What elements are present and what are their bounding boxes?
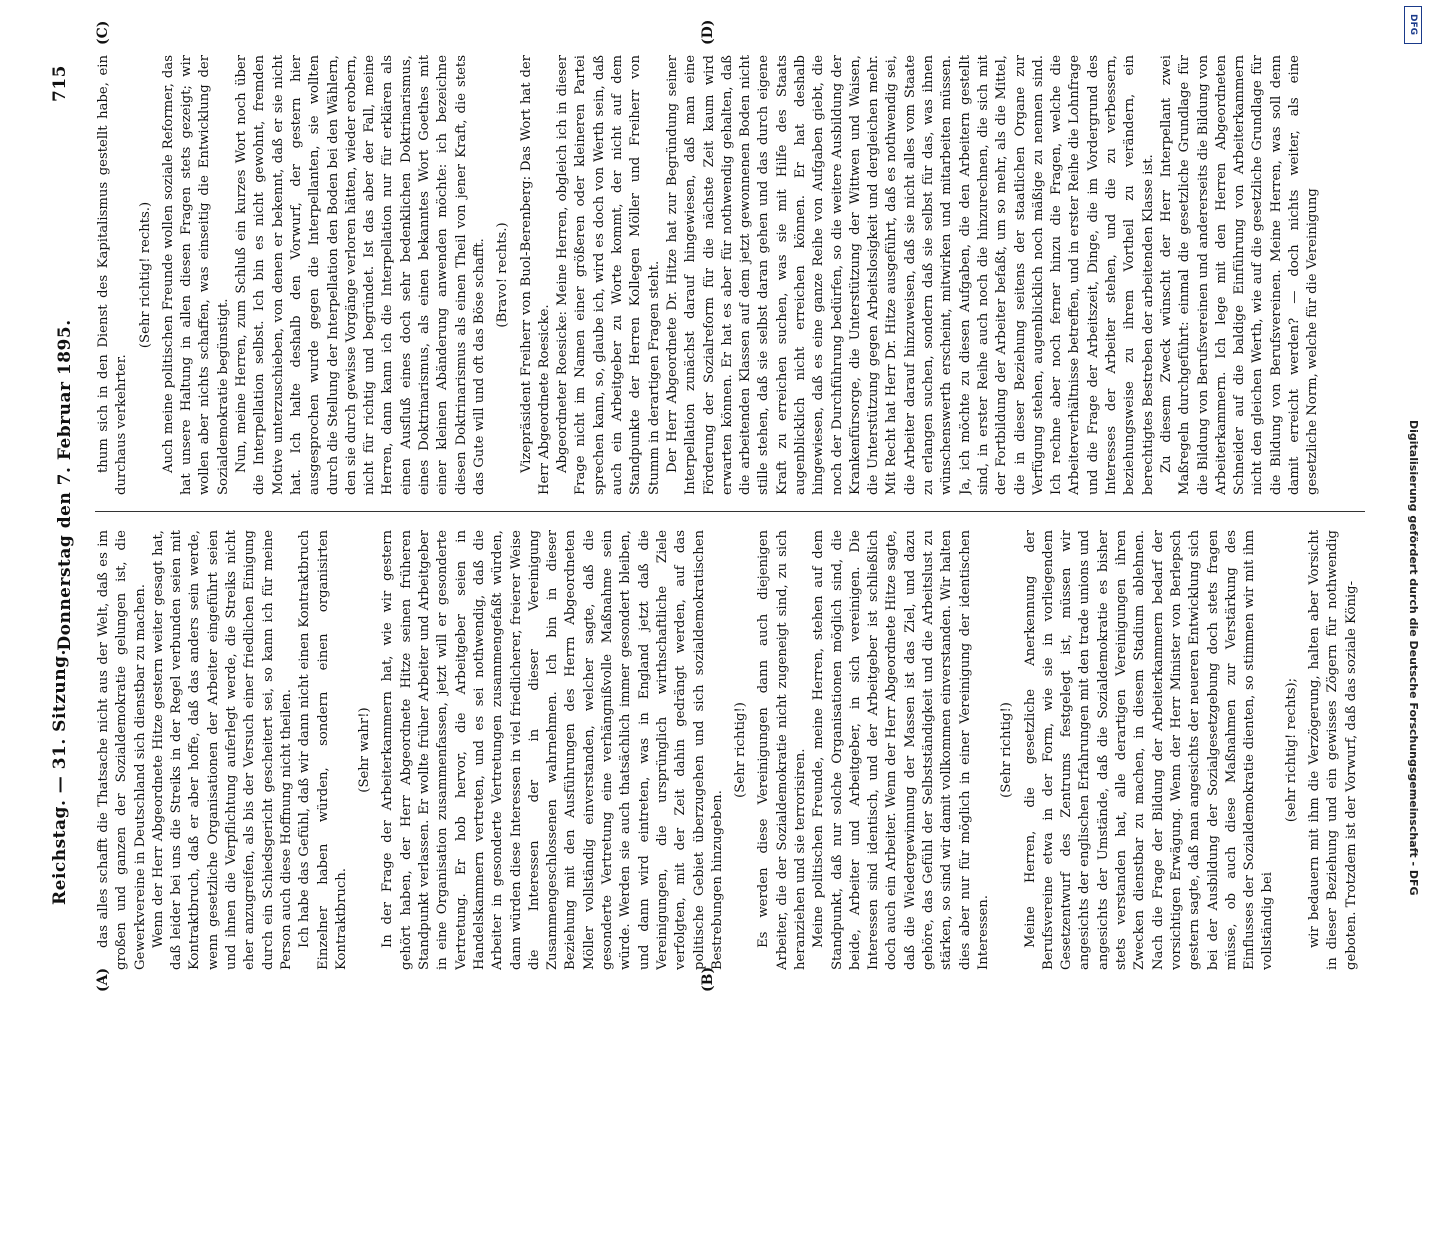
right-column-paragraph: Abgeordneter Roesicke: Meine Herren, obgleich ich in dieser Frage nicht im Namen einer größeren oder kleineren Partei sprechen kann, so, glaube ich, wird es doch von Werth sein, daß auch ein Arbeitgeber zu Worte kommt, der nicht auf dem Standpunkte der Herren Kollegen Möller und Freiherr von Stumm in derartigen Fragen steht. xyxy=(555,55,662,495)
margin-mark-a: (A) xyxy=(95,967,111,992)
right-column-paragraph: Auch meine politischen Freunde wollen soziale Reformer, das hat unsere Haltung in allen diesen Fragen stets gezeigt; wir wollen aber nichts schaffen, was einseitig die Entwicklung der Sozialdemokratie begünstigt. xyxy=(160,55,231,495)
margin-mark-c: (C) xyxy=(95,20,111,45)
right-column-remark: (Bravo! rechts.) xyxy=(495,222,511,328)
right-column-paragraph: thum sich in den Dienst des Kapitalismus gestellt habe, ein durchaus verkehrter. xyxy=(96,55,130,495)
left-column-paragraph: Meine Herren, die gesetzliche Anerkennung der Berufsvereine etwa in der Form, wie sie in vorliegendem Gesetzentwurf des Zentrums festgelegt ist, müssen wir angesichts der englischen Erfahrungen mit den trade unions und angesichts der Umstände, daß die Sozialdemokratie es bisher stets verstanden hat, alle derartigen Vereinigungen ihren Zwecken dienstbar zu machen, in diesem Stadium ablehnen. Nach die Frage der Bildung der Arbeiterkammern bedarf der vorsichtigen Erwägung. Wenn der Herr Minister von Berlepsch gestern sagte, daß man angesichts der neueren Entwicklung sich bei der Ausbildung der Sozialgesetzgebung doch stets fragen müsse, ob auch diese Maßnahmen zur Verstärkung des Einflusses der Sozialdemokratie dienten, so stimmen wir mit ihm vollständig bei xyxy=(1022,530,1276,970)
margin-mark-b: (B) xyxy=(700,966,716,992)
header-session: Reichstag. — 31. Sitzung. xyxy=(50,649,70,905)
right-column xyxy=(95,55,1370,495)
right-column-paragraph: Nun, meine Herren, zum Schluß ein kurzes Wort noch über die Interpellation selbst. Ich bin es nicht gewohnt, fremden Motive unterzuschieben, von denen er bekennt, daß er sie nicht hat. Ich halte deshalb den Vorwurf, der gestern hier ausgesprochen wurde gegen die Interpellanten, sie wollten durch die Stellung der Interpellation den Boden bei den Wählern, den sie durch gewisse Vorgänge verloren hätten, wieder erobern, nicht für richtig und begründet. Ist das aber der Fall, meine Herren, dann kann ich die Interpellation nur für erklären als einen Ausfluß eines doch sehr bedenklichen Doktrinarismus, eines Doktrinarismus, als einen bekanntes Wort Goethes mit einer kleinen Abänderung anwenden möchte: ich bezeichne diesen Doktrinarismus als einen Theil von jener Kraft, die stets das Gute will und oft das Böse schafft. xyxy=(234,55,487,495)
page-header xyxy=(50,65,76,905)
left-column-paragraph: In der Frage der Arbeiterkammern hat, wie wir gestern gehört haben, der Herr Abgeordnete Hitze seinen früheren Standpunkt verlassen. Er wollte früher Arbeiter und Arbeitgeber in eine Organisation zusammenfassen, jetzt will er gesonderte Vertretung. Er hob hervor, die Arbeitgeber seien in Handelskammern vertreten, und es sei nothwendig, daß die Arbeiter in gesonderte Vertretungen zusammengefaßt würden, dann würden diese Interessen in viel friedlicherer, freierer Weise die Interessen der in dieser Vereinigung Zusammengeschlossenen wahrnehmen. Ich bin in dieser Beziehung mit den Ausführungen des Herrn Abgeordneten Möller vollständig einverstanden, welcher sagte, daß die gesonderte Vertretung eine verhängnißvolle Maßnahme sein würde. Werden sie auch thatsächlich immer gesondert bleiben, und dann wird eintreten, was in England jetzt daß die Vereinigungen, die ursprünglich wirthschaftliche Ziele verfolgten, mit der Zeit dahin gedrängt werden, auf das politische Gebiet überzugehen und sich sozialdemokratischen Bestrebungen hinzugeben. xyxy=(380,530,725,970)
left-column-paragraph: Wenn der Herr Abgeordnete Hitze gestern weiter gesagt hat, daß leider bei uns die Streiks in der Regel verbunden seien mit Kontraktbruch, daß er aber hoffe, daß das anders sein werde, wenn gesetzliche Organisationen der Arbeiter eingeführt seien und ihnen die Verpflichtung auferlegt werde, die Streiks nicht eher anzugreifen, als bis der Versuch einer friedlichen Einigung durch ein Schiedsgericht gescheitert sei, so kann ich für meine Person auch diese Hoffnung nicht theilen. xyxy=(150,530,294,970)
dfg-logo-text: DFG xyxy=(1408,14,1418,36)
left-column-paragraph: Es werden diese Vereinigungen dann auch diejenigen Arbeiter, die der Sozialdemokratie nicht zugeneigt sind, zu sich heranziehen und sie terrorisiren. xyxy=(756,530,808,970)
left-column xyxy=(95,530,1370,970)
left-column-paragraph: Ich habe das Gefühl, daß wir dann nicht einen Kontraktbruch Einzelner haben würden, sondern einen organisirten Kontraktbruch. xyxy=(297,530,349,970)
page-number: 715 xyxy=(50,65,70,102)
right-column-paragraph: Vizepräsident Freiherr von Buol-Berenberg: Das Wort hat der Herr Abgeordnete Roesicke. xyxy=(518,55,552,495)
left-column-paragraph: Meine politischen Freunde, meine Herren, stehen auf dem Standpunkt, daß nur solche Organisationen möglich sind, die beide, Arbeiter und Arbeitgeber, in sich vereinigen. Die Interessen sind identisch, und der Arbeitgeber ist schließlich doch auch ein Arbeiter. Wenn der Herr Abgeordnete Hitze sagte, daß die Wiedergewinnung der Massen ist das Ziel, und dazu gehöre, das Gefühl der Selbstständigkeit und die Arbeitslust zu stärken, so sind wir damit vollkommen einverstanden. Wir halten dies aber nur für möglich in einer Vereinigung der identischen Interessen. xyxy=(811,530,991,970)
left-column-remark: (Sehr richtig!) xyxy=(999,702,1015,798)
left-column-paragraph: das alles schafft die Thatsache nicht aus der Welt, daß es im großen und ganzen der Sozialdemokratie gelungen ist, die Gewerkvereine in Deutschland sich dienstbar zu machen. xyxy=(96,530,148,970)
right-column-paragraph: Zu diesem Zweck wünscht der Herr Interpellant zwei Maßregeln durchgeführt: einmal die gesetzliche Grundlage für die Bildung von Berufsvereinen und andererseits die Bildung von Arbeiterkammern. Ich lege mit den Herren Abgeordneten Schneider auf die baldige Einführung von Arbeiterkammern nicht den gleichen Werth, wie auf die gesetzliche Grundlage für die Bildung von Berufsvereinen. Meine Herren, was soll denn damit erreicht werden? — doch nichts weiter, als eine gesetzliche Norm, welche für die Vereinigung xyxy=(1158,55,1321,495)
margin-mark-d: (D) xyxy=(700,19,716,45)
right-column-remark: (Sehr richtig! rechts.) xyxy=(137,201,153,349)
digitization-stamp xyxy=(1396,0,1426,1000)
left-column-remark: (sehr richtig! rechts); xyxy=(1283,677,1299,823)
dfg-credit-text: Digitalisierung gefördert durch die Deutsche Forschungsgemeinschaft - DFG xyxy=(1407,420,1420,896)
left-column-remark: (Sehr richtig!) xyxy=(733,702,749,798)
left-column-paragraph: wir bedauern mit ihm die Verzögerung, halten aber Vorsicht in dieser Beziehung und ein gewisses Zögern für nothwendig geboten. Trotzdem ist der Vorwurf, daß das soziale König- xyxy=(1307,530,1359,970)
left-column-remark: (Sehr wahr!) xyxy=(357,707,373,793)
header-date: Donnerstag den 7. Februar 1895. xyxy=(55,319,75,651)
dfg-logo xyxy=(1404,6,1422,44)
column-divider xyxy=(95,511,1365,512)
right-column-paragraph: Der Herr Abgeordnete Dr. Hitze hat zur Begründung seiner Interpellation zunächst darauf hingewiesen, daß man eine Förderung der Sozialreform für die nächste Zeit kaum wird erwarten können. Er hat es aber für nothwendig gehalten, daß die arbeitenden Klassen auf dem jetzt gewonnenen Boden nicht stille stehen, daß sie selbst daran gehen und das durch eigene Kraft zu erreichen suchen, was sie mit Hilfe des Staats augenblicklich nicht erreichen können. Er hat deshalb hingewiesen, daß es eine ganze Reihe von Aufgaben giebt, die noch der Durchführung bedürfen, so die weitere Ausbildung der Krankenfürsorge, die Unterstützung der Wittwen und Waisen, die Unterstützung gegen Arbeitslosigkeit und dergleichen mehr. Mit Recht hat Herr Dr. Hitze ausgeführt, daß es nothwendig sei, die Arbeiter darauf hinzuweisen, daß sie nicht alles vom Staate zu erlangen suchen, sondern daß sie selbst für das, was ihnen wünschenswerth erscheint, mitwirken und mitarbeiten müssen. Ja, ich möchte zu diesen Aufgaben, die den Arbeitern gestellt sind, in erster Reihe auch noch die hinzurechnen, die sich mit der Fortbildung der Arbeiter befaßt, um so mehr, als die Mittel, die in dieser Beziehung seitens der staatlichen Organe zur Verfügung stehen, augenblicklich noch mäßige zu nennen sind. Ich rechne aber noch ferner hinzu die Fragen, welche die Arbeiterverhältnisse betreffen, und in erster Reihe die Lohnfrage und die Frage der Arbeitszeit, Dinge, die im Vordergrund des Interesses der Arbeiter stehen, und die zu verbessern, beziehungsweise zu ihrem Vortheil zu verändern, ein berechtigtes Bestreben der arbeitenden Klasse ist. xyxy=(664,55,1156,495)
